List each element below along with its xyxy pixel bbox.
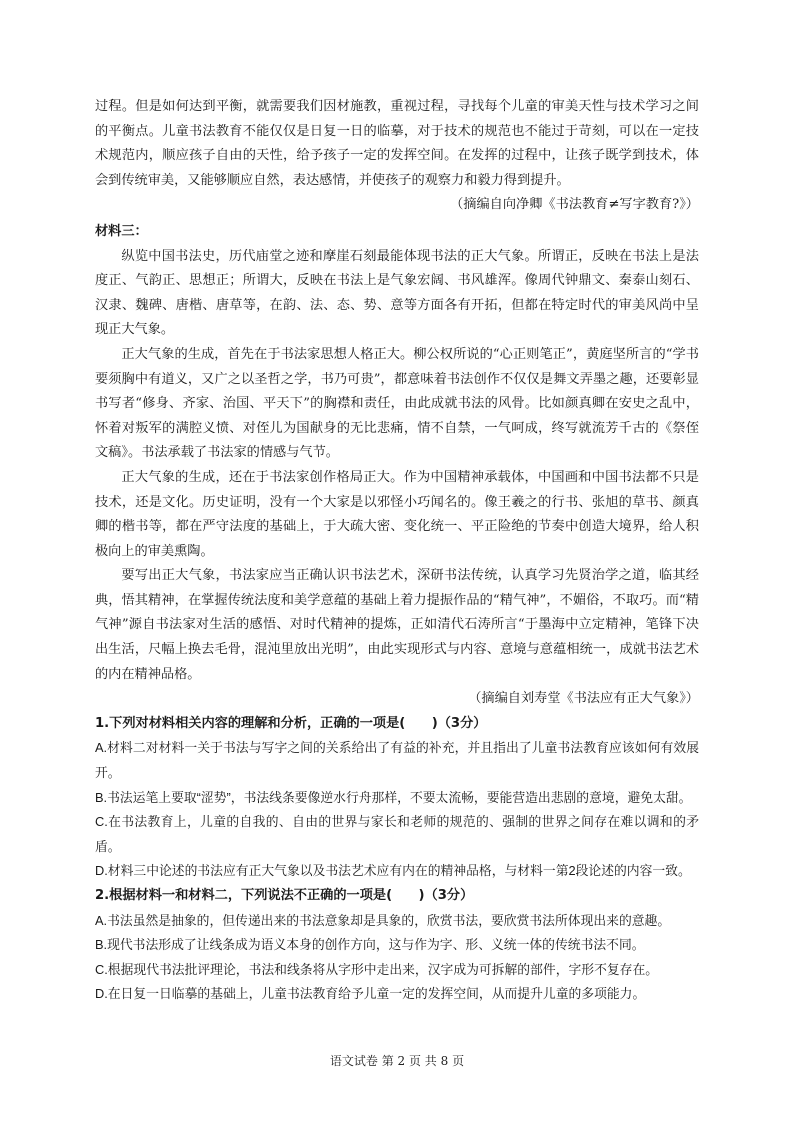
material3-paragraph: 要写出正大气象，书法家应当正确认识书法艺术，深研书法传统，认真学习先贤治学之道，临其经典，悟其精神，在掌握传统法度和美学意蕴的基础上着力提振作品的“精气神”，不媚俗，不取巧。而“精气神”源自书法家对生活的感悟、对时代精神的提炼，正如清代石涛所言“于墨海中立定精神，笔锋下决出生活，尺幅上换去毛骨，混沌里放出光明”，由此实现形式与内容、意境与意蕴相统一，成就书法艺术的内在精神品格。 [95, 568, 699, 682]
question-1-option-c: C.在书法教育上，儿童的自我的、自由的世界与家长和老师的规范的、强制的世界之间存在难以调和的矛盾。 [95, 814, 699, 854]
question-2-stem: 2.根据材料一和材料二，下列说法不正确的一项是( )（3分） [95, 888, 474, 903]
material3-source: （摘编自刘寿堂《书法应有正大气象》） [468, 691, 699, 707]
page-footer: 语文试卷 第 2 页 共 8 页 [329, 1054, 465, 1068]
question-2-option-c: C.根据现代书法批评理论，书法和线条将从字形中走出来，汉字成为可拆解的部件，字形不复存在。 [95, 961, 659, 977]
material3-paragraph: 正大气象的生成，首先在于书法家思想人格正大。柳公权所说的“心正则笔正”，黄庭坚所言的“学书要须胸中有道义，又广之以圣哲之学，书乃可贵”，都意味着书法创作不仅仅是舞文弄墨之趣，还要彰显书写者“修身、齐家、治国、平天下”的胸襟和责任，由此成就书法的风骨。比如颜真卿在安史之乱中，怀着对叛军的满腔义愤、对侄儿为国献身的无比悲痛，情不自禁，一气呵成，终写就流芳千古的《祭侄文稿》。书法承载了书法家的情感与气节。 [95, 346, 699, 461]
question-1-option-a: A.材料二对材料一关于书法与写字之间的关系给出了有益的补充，并且指出了儿童书法教育应该如何有效展开。 [95, 740, 699, 781]
material3-paragraph: 正大气象的生成，还在于书法家创作格局正大。作为中国精神承载体，中国画和中国书法都不只是技术，还是文化。历史证明，没有一个大家是以邪怪小巧闻名的。像王羲之的行书、张旭的草书、颜真卿的楷书等，都在严守法度的基础上，于大疏大密、变化统一、平正险绝的节奏中创造大境界，给人积极向上的审美熏陶。 [95, 469, 699, 559]
material2-source: （摘编自向净卿《书法教育≠写字教育?》） [450, 197, 699, 213]
question-1-stem: 1.下列对材料相关内容的理解和分析，正确的一项是( )（3分） [95, 715, 487, 731]
material3-heading: 材料三： [95, 223, 148, 239]
material3-paragraph: 纵览中国书法史，历代庙堂之迹和摩崖石刻最能体现书法的正大气象。所谓正，反映在书法上是法度正、气韵正、思想正；所谓大，反映在书法上是气象宏阔、书风雄浑。像周代钟鼎文、秦泰山刻石、汉隶、魏碑、唐楷、唐草等，在韵、法、态、势、意等方面各有开拓，但都在特定时代的审美风尚中呈现正大气象。 [95, 248, 699, 338]
question-1-option-d: D.材料三中论述的书法应有正大气象以及书法艺术应有内在的精神品格，与材料一第2段论述的内容一致。 [95, 863, 691, 879]
material2-continuation: 过程。但是如何达到平衡，就需要我们因材施教，重视过程，寻找每个儿童的审美天性与技术学习之间的平衡点。儿童书法教育不能仅仅是日复一日的临摹，对于技术的规范也不能过于苛刻，可以在一定技术规范内，顺应孩子自由的天性，给予孩子一定的发挥空间。在发挥的过程中，让孩子既学到技术，体会到传统审美，又能够顺应自然，表达感情，并使孩子的观察力和毅力得到提升。 [95, 99, 699, 188]
question-2-option-a: A.书法虽然是抽象的，但传递出来的书法意象却是具象的，欣赏书法，要欣赏书法所体现出来的意趣。 [95, 912, 671, 928]
question-2-option-d: D.在日复一日临摹的基础上，儿童书法教育给予儿童一定的发挥空间，从而提升儿童的多项能力。 [95, 986, 646, 1002]
question-2-option-b: B.现代书法形成了让线条成为语义本身的创作方向，这与作为字、形、义统一体的传统书法不同。 [95, 937, 645, 953]
question-1-option-b: B.书法运笔上要取“涩势”，书法线条要像逆水行舟那样，不要太流畅，要能营造出悲剧的意境，避免太甜。 [95, 789, 692, 805]
